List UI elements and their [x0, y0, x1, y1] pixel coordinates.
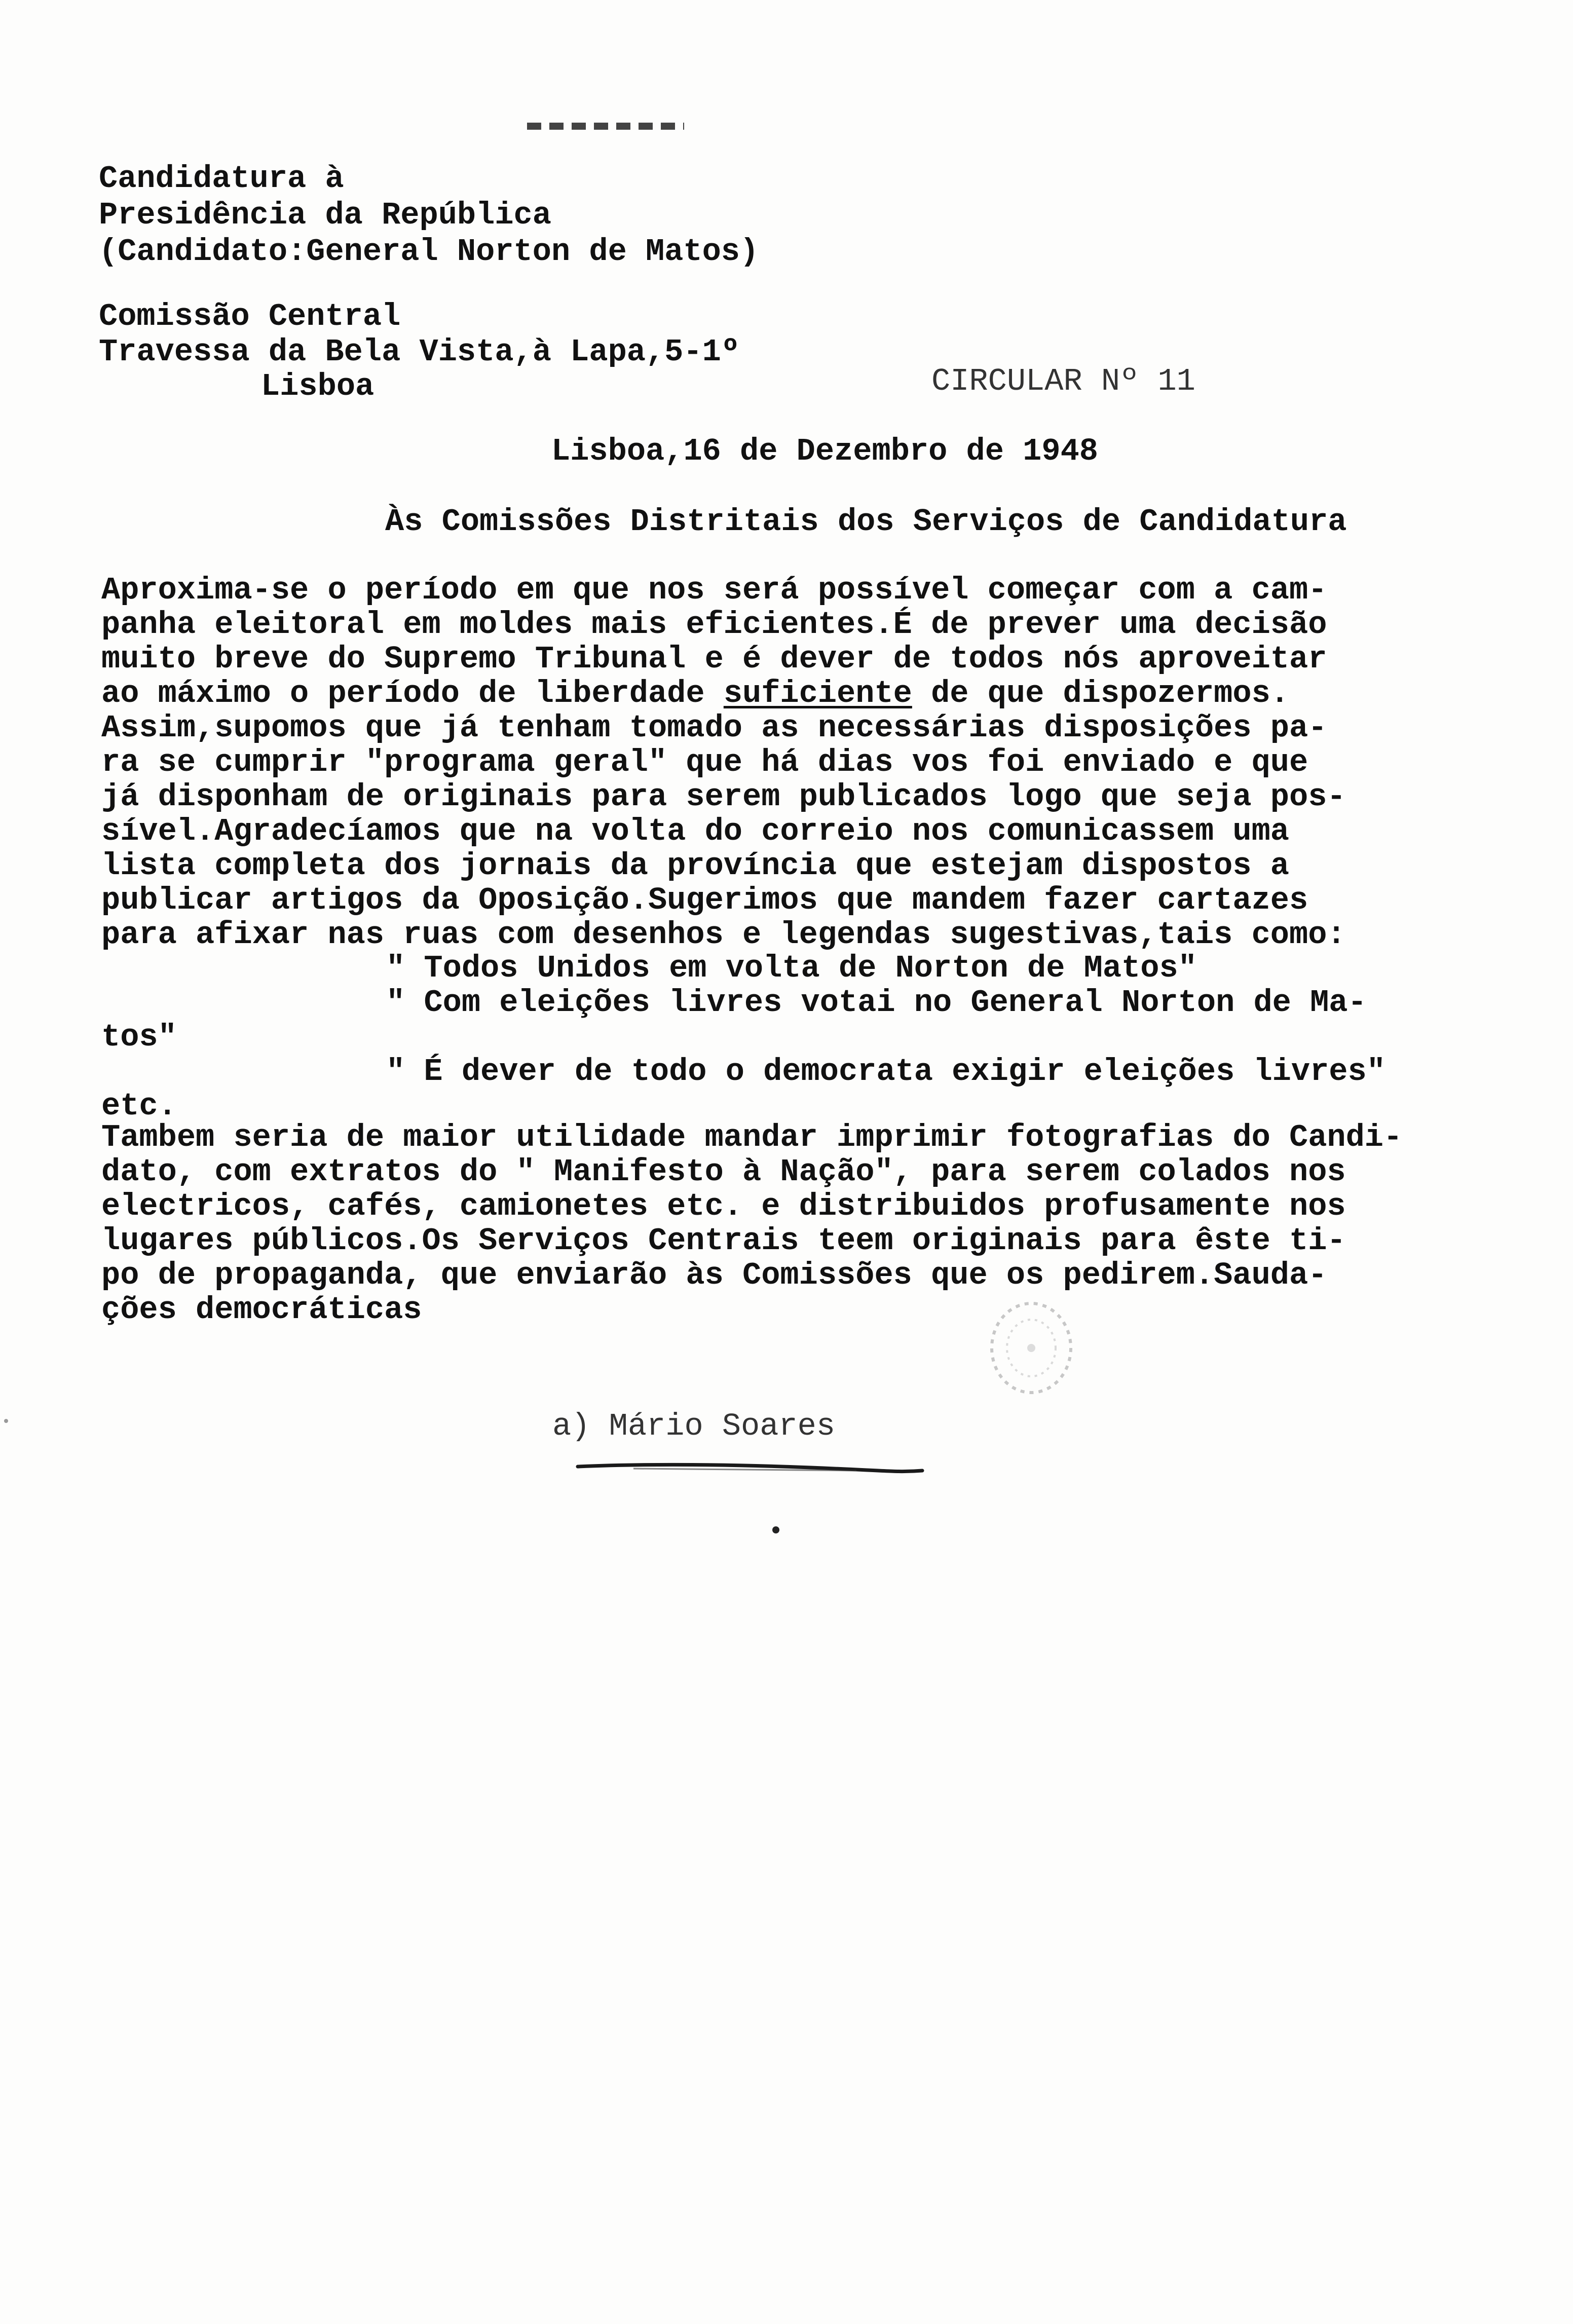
body-line: lugares públicos.Os Serviços Centrais teem originais para êste ti- [101, 1223, 1346, 1259]
header-line-1: Candidatura à [99, 161, 344, 197]
body-line: Assim,supomos que já tenham tomado as necessárias disposições pa- [101, 710, 1327, 746]
address-line-3: Lisboa [261, 368, 374, 404]
body-line: lista completa dos jornais da província que estejam dispostos a [101, 848, 1289, 884]
body-line: publicar artigos da Oposição.Sugerimos que mandem fazer cartazes [101, 882, 1308, 918]
body-line: panha eleitoral em moldes mais eficientes.É de prever uma decisão [101, 607, 1327, 643]
header-line-2: Presidência da República [99, 197, 551, 233]
body-line: ra se cumprir "programa geral" que há dias vos foi enviado e que [101, 744, 1308, 780]
body-line: ções democráticas [101, 1292, 422, 1328]
slogan-1: " Todos Unidos em volta de Norton de Matos" [386, 950, 1197, 986]
header-typed-marks [527, 123, 684, 130]
slogan-2-continued: tos" [101, 1019, 177, 1055]
ink-dot [772, 1526, 779, 1533]
address-line-2: Travessa da Bela Vista,à Lapa,5-1º [99, 334, 740, 370]
circular-number: CIRCULAR Nº 11 [931, 363, 1195, 399]
body-line: já disponham de originais para serem publicados logo que seja pos- [101, 779, 1346, 815]
body-line [101, 676, 1289, 711]
body-line: sível.Agradecíamos que na volta do correio nos comunicassem uma [101, 813, 1289, 849]
body-line: Aproxima-se o período em que nos será possível começar com a cam- [101, 572, 1327, 608]
underlined-word: suficiente [723, 676, 912, 711]
etc-line: etc. [101, 1088, 177, 1124]
body-line: muito breve do Supremo Tribunal e é dever de todos nós aproveitar [101, 641, 1327, 677]
scan-speck [4, 1419, 8, 1423]
body-text: de que dispozermos. [912, 676, 1289, 711]
address-line-1: Comissão Central [99, 298, 401, 334]
body-line: electricos, cafés, camionetes etc. e distribuidos profusamente nos [101, 1188, 1346, 1224]
slogan-2: " Com eleições livres votai no General Norton de Ma- [386, 985, 1367, 1021]
body-line: dato, com extratos do " Manifesto à Nação", para serem colados nos [101, 1154, 1346, 1190]
signature: a) Mário Soares [552, 1408, 836, 1444]
body-text: ao máximo o período de liberdade [101, 676, 724, 711]
body-line: Tambem seria de maior utilidade mandar imprimir fotografias do Candi- [101, 1119, 1403, 1155]
body-line: para afixar nas ruas com desenhos e legendas sugestivas,tais como: [101, 917, 1346, 953]
letter-recipient: Às Comissões Distritais dos Serviços de Candidatura [385, 504, 1347, 540]
letter-date: Lisboa,16 de Dezembro de 1948 [551, 433, 1098, 469]
body-line: po de propaganda, que enviarão às Comissões que os pedirem.Sauda- [101, 1257, 1327, 1293]
slogan-3: " É dever de todo o democrata exigir eleições livres" [386, 1054, 1385, 1090]
signature-stroke [573, 1459, 927, 1480]
faded-stamp [983, 1297, 1079, 1399]
header-line-3: (Candidato:General Norton de Matos) [99, 234, 759, 270]
